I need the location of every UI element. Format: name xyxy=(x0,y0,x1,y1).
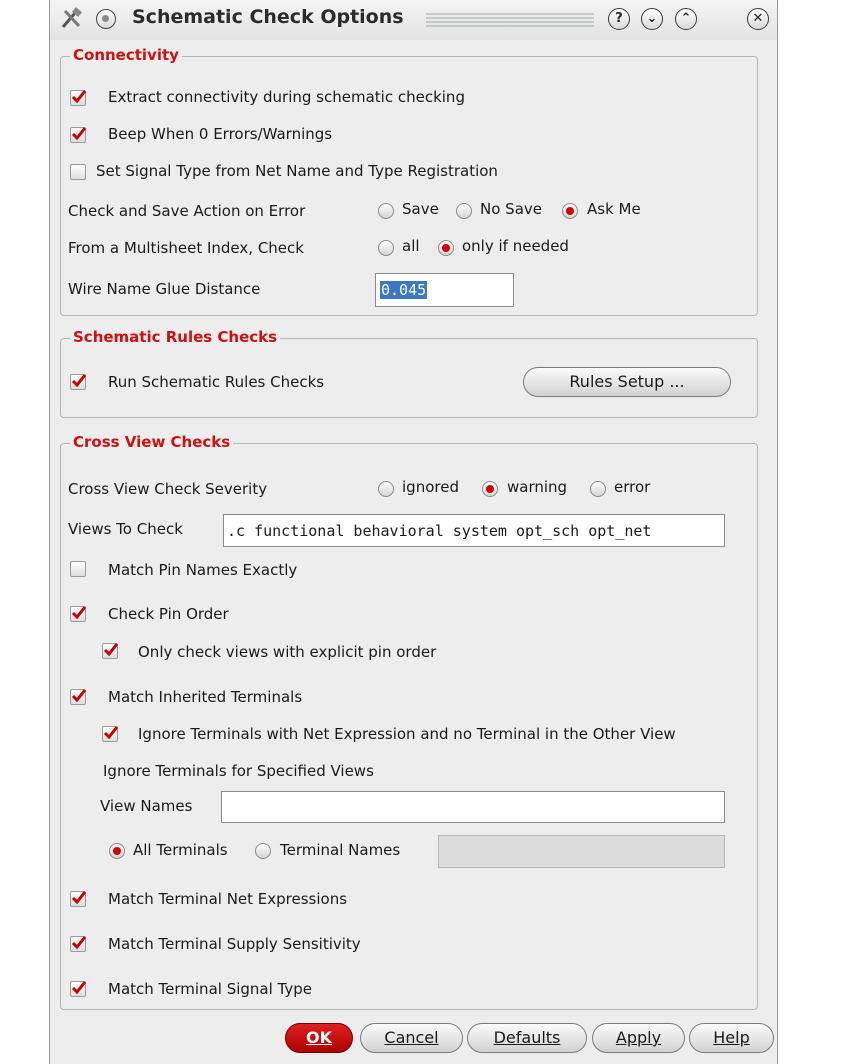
save-radio-label: Save xyxy=(402,200,439,218)
checkmark-icon xyxy=(70,889,88,907)
warning-radio-label: warning xyxy=(507,478,568,496)
beep-label: Beep When 0 Errors/Warnings xyxy=(108,125,333,143)
ignored-radio[interactable] xyxy=(378,481,394,497)
checkmark-icon xyxy=(70,125,88,143)
match-pin-names-label: Match Pin Names Exactly xyxy=(108,561,298,579)
apply-button[interactable] xyxy=(592,1023,685,1053)
match-inherited-checkbox[interactable] xyxy=(70,689,86,705)
match-inherited-label: Match Inherited Terminals xyxy=(108,688,303,706)
checkmark-icon xyxy=(70,604,88,622)
terminal-names-label: Terminal Names xyxy=(280,841,401,859)
window-title: Schematic Check Options xyxy=(132,6,404,28)
error-radio-label: error xyxy=(614,478,651,496)
ask-me-radio[interactable] xyxy=(562,203,578,219)
glue-distance-input[interactable] xyxy=(375,273,514,307)
no-save-radio[interactable] xyxy=(456,203,472,219)
app-tools-icon[interactable] xyxy=(60,7,84,31)
ignore-net-expr-label: Ignore Terminals with Net Expression and no Terminal in the Other View xyxy=(138,725,676,743)
glue-distance-value: 0.045 xyxy=(381,281,427,299)
maximize-icon[interactable]: ⌃ xyxy=(675,8,697,30)
defaults-button[interactable] xyxy=(467,1023,587,1053)
ignore-net-expr-checkbox[interactable] xyxy=(102,726,118,742)
only-explicit-label: Only check views with explicit pin order xyxy=(138,643,437,661)
title-bar xyxy=(50,0,777,40)
help-button[interactable] xyxy=(689,1023,774,1053)
glue-distance-label: Wire Name Glue Distance xyxy=(68,280,261,298)
terminal-names-input[interactable] xyxy=(438,835,725,868)
no-save-radio-label: No Save xyxy=(480,200,542,218)
close-icon[interactable]: ✕ xyxy=(747,8,769,30)
view-names-label: View Names xyxy=(100,797,193,815)
run-rules-checkbox[interactable] xyxy=(70,374,86,390)
terminal-names-radio[interactable] xyxy=(255,843,271,859)
apply-button-label: Apply xyxy=(615,1028,662,1047)
extract-connectivity-label: Extract connectivity during schematic checking xyxy=(108,88,465,106)
all-terminals-radio[interactable] xyxy=(109,843,125,859)
ignored-radio-label: ignored xyxy=(402,478,459,496)
net-expr-checkbox[interactable] xyxy=(70,891,86,907)
schematic-check-options-dialog xyxy=(49,0,778,1064)
warning-radio[interactable] xyxy=(482,481,498,497)
checkmark-icon xyxy=(70,88,88,106)
views-to-check-input[interactable] xyxy=(223,514,725,547)
signal-type-checkbox[interactable] xyxy=(70,164,86,180)
only-explicit-checkbox[interactable] xyxy=(102,643,118,659)
cancel-button[interactable] xyxy=(360,1023,463,1053)
severity-label: Cross View Check Severity xyxy=(68,480,268,498)
signal-type-match-label: Match Terminal Signal Type xyxy=(108,980,312,998)
error-radio[interactable] xyxy=(590,481,606,497)
views-to-check-value: .c functional behavioral system opt_sch opt_net xyxy=(227,522,652,540)
view-names-input[interactable] xyxy=(221,791,725,823)
beep-checkbox[interactable] xyxy=(70,127,86,143)
checkmark-icon xyxy=(70,934,88,952)
minimize-icon[interactable]: ⌄ xyxy=(641,8,663,30)
checkmark-icon xyxy=(102,724,120,742)
help-icon[interactable]: ? xyxy=(608,8,630,30)
ignore-specified-label: Ignore Terminals for Specified Views xyxy=(103,762,374,780)
net-expr-label: Match Terminal Net Expressions xyxy=(108,890,348,908)
check-pin-order-label: Check Pin Order xyxy=(108,605,229,623)
signal-type-label: Set Signal Type from Net Name and Type Registration xyxy=(96,162,498,180)
match-pin-names-checkbox[interactable] xyxy=(70,561,86,577)
window-menu-icon[interactable] xyxy=(96,9,116,29)
all-radio-label: all xyxy=(402,237,420,255)
all-terminals-label: All Terminals xyxy=(133,841,228,859)
extract-connectivity-checkbox[interactable] xyxy=(70,90,86,106)
checkmark-icon xyxy=(70,372,88,390)
checkmark-icon xyxy=(102,641,120,659)
ok-button-label: OK xyxy=(306,1028,332,1047)
all-radio[interactable] xyxy=(378,240,394,256)
help-button-label: Help xyxy=(713,1028,750,1047)
ask-me-radio-label: Ask Me xyxy=(587,200,641,218)
only-if-needed-radio[interactable] xyxy=(438,240,454,256)
save-radio[interactable] xyxy=(378,203,394,219)
run-rules-label: Run Schematic Rules Checks xyxy=(108,373,325,391)
defaults-button-label: Defaults xyxy=(493,1028,561,1047)
checkmark-icon xyxy=(70,687,88,705)
ok-button[interactable] xyxy=(285,1023,353,1053)
connectivity-group-title: Connectivity xyxy=(70,46,182,64)
title-bar-grip xyxy=(426,12,594,28)
cross-view-group-title: Cross View Checks xyxy=(70,433,233,451)
views-to-check-label: Views To Check xyxy=(68,520,183,538)
only-if-needed-radio-label: only if needed xyxy=(462,237,569,255)
check-pin-order-checkbox[interactable] xyxy=(70,606,86,622)
rules-group-title: Schematic Rules Checks xyxy=(70,328,280,346)
cancel-button-label: Cancel xyxy=(384,1028,439,1047)
multisheet-label: From a Multisheet Index, Check xyxy=(68,239,304,257)
rules-setup-button[interactable]: Rules Setup ... xyxy=(523,367,731,397)
checkmark-icon xyxy=(70,979,88,997)
supply-sensitivity-checkbox[interactable] xyxy=(70,936,86,952)
supply-sensitivity-label: Match Terminal Supply Sensitivity xyxy=(108,935,361,953)
signal-type-match-checkbox[interactable] xyxy=(70,981,86,997)
save-action-label: Check and Save Action on Error xyxy=(68,202,306,220)
